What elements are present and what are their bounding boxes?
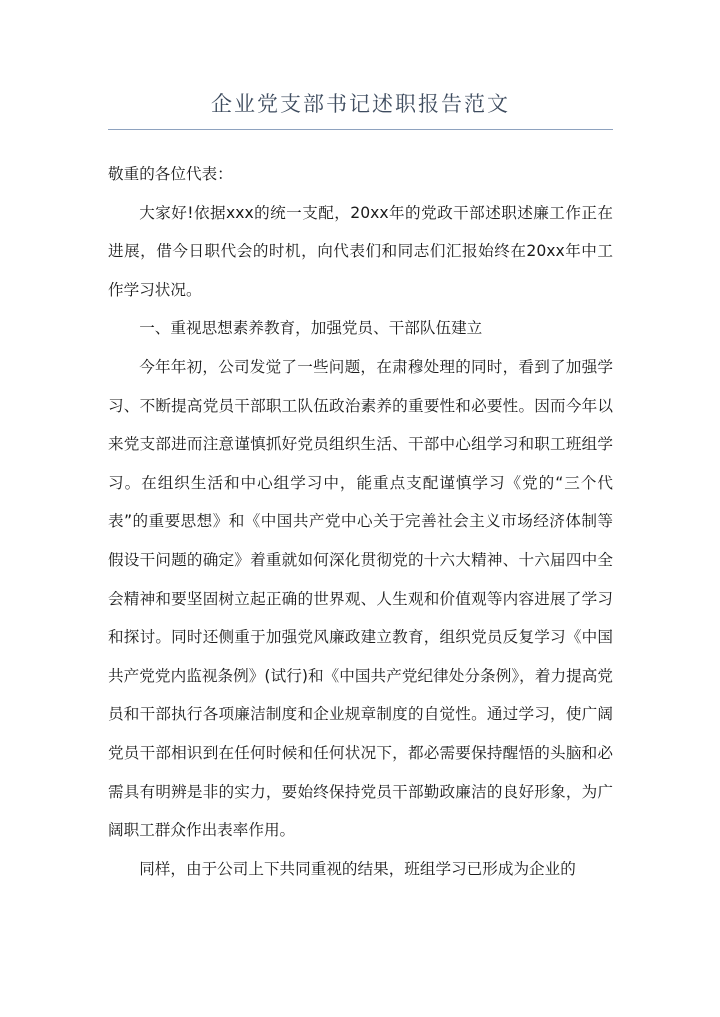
- greeting-paragraph: 敬重的各位代表：: [108, 165, 233, 183]
- body-paragraph: 今年年初，公司发觉了一些问题，在肃穆处理的同时，看到了加强学习、不断提高党员干部职工队伍政治素养的重要性和必要性。因而今年以来党支部进而注意谨慎抓好党员组织生活、干部中心组学习和职工班组学习。在组织生活和中心组学习中，能重点支配谨慎学习《党的“三个代表”的重要思想》和《中国共产党中心关于完善社会主义市场经济体制等假设干问题的确定》着重就如何深化贯彻党的十六大精神、十六届四中全会精神和要坚固树立起正确的世界观、人生观和价值观等内容进展了学习和探讨。同时还侧重于加强党风廉政建立教育，组织党员反复学习《中国共产党党内监视条例》(试行)和《中国共产党纪律处分条例》，着力提高党员和干部执行各项廉洁制度和企业规章制度的自觉性。通过学习，使广阔党员干部相识到在任何时候和任何状况下，都必需要保持醒悟的头脑和必需具有明辨是非的实力，要始终保持党员干部勤政廉洁的良好形象，为广阔职工群众作出表率作用。: [108, 357, 613, 840]
- title-divider: [108, 129, 613, 130]
- page-title: 企业党支部书记述职报告范文: [211, 92, 510, 116]
- body-paragraph-continued: 同样，由于公司上下共同重视的结果，班组学习已形成为企业的: [139, 859, 576, 878]
- document-body: [108, 155, 613, 888]
- section-heading: 一、重视思想素养教育，加强党员、干部队伍建立: [139, 319, 483, 338]
- opening-paragraph: 大家好!依据xxx的统一支配，20xx年的党政干部述职述廉工作正在进展，借今日职代会的时机，向代表们和同志们汇报始终在20xx年中工作学习状况。: [108, 203, 613, 299]
